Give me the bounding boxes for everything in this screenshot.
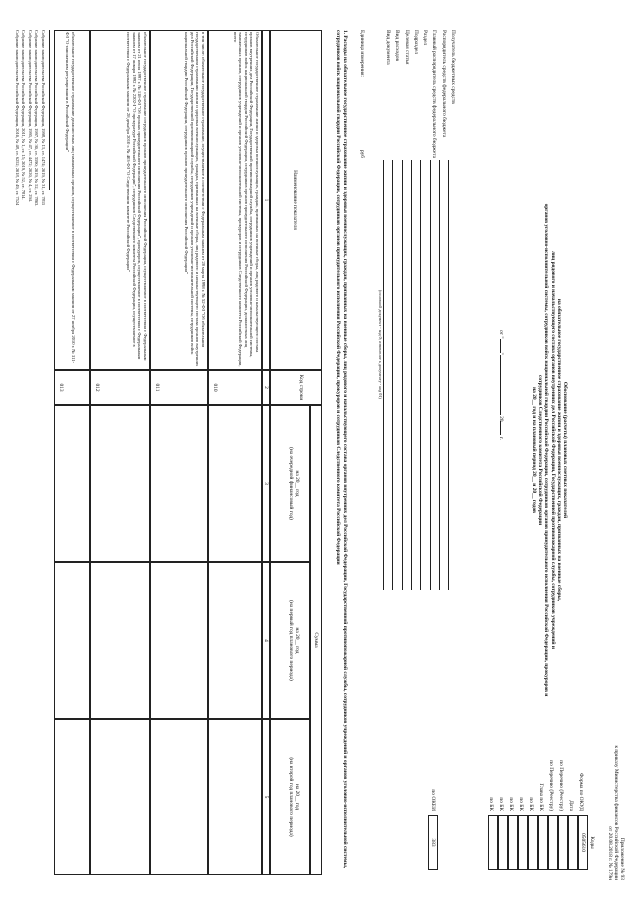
date-quote: " [498,352,504,355]
field-recipient: Получатель бюджетных средств [450,30,456,104]
footnote-5: Собрание законодательства Российской Федерации, 2010, № 48, ст. 6252; 2018, № 49, ст. 7524 [14,30,20,206]
appendix-date: от 20.08.2018 г. № 179н [606,826,613,880]
main-table [54,30,322,875]
codes-block [410,685,595,870]
title-line-5: сотрудников Следственного комитета Российской Федерации [537,374,544,526]
okei-value: 383 [430,838,436,847]
row-012-text: обязательное государственное страхование сотрудников органов принудительного исполнения Российской Федерации, осуществляемое в соответствии с Федеральным законом от 21 июля 1997 г. № 118-ФЗ "Об органах принудительного исполнения Российской Федерации", прокуроров, осуществляемое в соответствии с Федеральным законом от 17 января 1992 г. № 2202-I "О прокуратуре Российской Федерации", сотрудников Следственного комитета Российской Федерации, осуществляемое в соответствии с Федеральным законом от 28 декабря 2010 г. № 403-ФЗ "О Следственном комитете Российской Федерации" [126,32,148,361]
appendix-order: к приказу Министерства финансов Российской Федерации [612,745,619,880]
code-label-okud: Форма по ОКУД [578,773,584,811]
title-line-2: на обязательное государственное страхование жизни и здоровья военнослужащих, граждан, призванных на военные сборы, [555,298,562,602]
footnote-1: Собрание законодательства Российской Федерации, 1998, № 13, ст. 1474; 2019, № 31, ст. 7815 [41,30,46,206]
col-name-header: Наименование показателя [292,170,298,230]
num-col-5: 5 [263,795,269,799]
footnote-4: Собрание законодательства Российской Федерации, 2011, № 1, ст. 15; 2019, № 52, ст. 7814. [21,30,27,200]
code-label-bk-1: по БК [528,797,534,811]
num-col-2: 2 [263,386,269,389]
field-subsection: Подраздел [412,30,419,55]
code-label-date: Дата [568,800,574,811]
year3-header [288,719,300,875]
field-document-type: Вид документа [384,30,391,65]
code-label-registry-2: по Перечню (Реестру) [548,760,554,811]
num-col-4: 4 [263,639,269,642]
codes-header: Коды [589,836,595,849]
num-col-3: 3 [263,482,269,485]
field-expense-type: Вид расходов [394,30,401,61]
appendix-block [606,640,625,880]
year1-sub: (на очередной финансовый год) [287,447,294,520]
row-012-code: 012 [94,383,100,392]
doc-type-hint: (основной документ - код 0; изменение к документу - код 01) [378,290,383,399]
code-label-bk-5: по БК [488,797,494,811]
year1-header [288,405,300,562]
field-main-distributor: Главный распорядитель средств федерального бюджета [431,30,438,159]
okei-label: по ОКЕИ [430,789,436,811]
appendix-number: Приложение № 93 [619,837,625,880]
field-section: Раздел [422,30,429,46]
okud-value: 0505610 [580,833,586,852]
field-target-item: Целевая статья [403,30,410,65]
year2-label: на 20__ год [294,627,300,654]
title-line-6: на 20__ год и на плановый период 20__ и 20__ годов [530,387,537,513]
title-line-1: Обоснование (расчеты) плановых сметных показателей [562,381,568,519]
code-label-chapter: Глава по БК [538,783,544,811]
col-sum-header: Сумма [313,632,319,648]
year3-sub: (на второй год планового периода) [287,757,294,837]
code-label-bk-4: по БК [498,797,504,811]
title-line-4: органов уголовно-исполнительной системы, сотрудников войск национальной гвардии Российской Федерации, сотрудников органов принудительного исполнения Российской Федерации, прокуроров и [543,203,550,697]
year2-sub: (на первый год планового периода) [287,600,294,681]
code-label-bk-2: по БК [518,797,524,811]
footnotes [13,30,46,206]
row-010-text: Обязательное государственное страхование жизни и здоровья военнослужащих, граждан, призванных на военные сборы, лиц рядового и начальствующего состава органов внутренних дел Российской Федерации, Государственной противопожарной службы, сотрудников учреждений и органов уголовно-исполнительной системы, сотрудников войск национальной гвардии Российской Федерации, сотрудников органов принудительного исполнения Российской Федерации, должностных лиц таможенных органов, сотрудников учреждений и органов уголовно-исполнительной системы, прокуроров и сотрудников Следственного комитета Российской Федерации, всего [232,32,260,367]
date-prefix: от " [498,330,504,339]
row-010-code: 010 [212,383,218,392]
row-013-text: обязательное государственное страхование должностных лиц таможенных органов, осуществляемое в соответствии с Федеральным законом от 27 ноября 2010 г. № 311-ФЗ "О таможенном регулировании в Российской Федерации" [65,32,76,364]
unit-value: руб [359,150,365,158]
date-year: 20 [498,416,504,422]
footnote-3: Собрание законодательства Российской Федерации, 1995, № 47, ст. 4472; 2020, № 4, ст. 294. [27,30,33,202]
col-code-header: Код строки [298,374,304,401]
year2-header [288,562,300,719]
unit-label: Единица измерения: [359,30,365,77]
code-label-registry-1: по Перечню (Реестру) [558,760,564,811]
codes-labels [486,685,586,811]
row-011-text: в том числе: обязательное государственное страхование, осуществляемое в соответствии с Федеральным законом от 28 марта 1998 г. № 52-ФЗ "Об обязательном государственном страховании жизни и здоровья военнослужащих, граждан, призванных на военные сборы, лиц рядового и начальствующего состава органов внутренних дел Российской Федерации, Государственной противопожарной службы, сотрудников учреждений и органов уголовно-исполнительной системы, сотрудников войск национальной гвардии Российской Федерации, сотрудников органов принудительного исполнения Российской Федерации" [184,32,206,367]
section1-heading: 1. Расходы на обязательное государственное страхование жизни и здоровья военнослужащих, граждан, призванных на военные сборы, лиц рядового и начальствующего состава органов внутренних дел Российской Федерации, Государственной противопожарной службы, сотрудников учреждений и органов уголовно-исполнительной системы, сотрудников войск национальной гвардии Российской Федерации, сотрудников органов принудительного исполнения Российской Федерации, прокуроров и сотрудников Следственного комитета Российской Федерации [335,30,348,869]
footnote-2: Собрание законодательства Российской Федерации, 1997, № 30, ст. 3590; 2019, № 52, ст. 7803. [34,30,40,207]
row-011-code: 011 [154,383,160,392]
row-013-code: 013 [58,383,64,392]
year3-label: на 20__ год [294,783,300,811]
title-line-3: лиц рядового и начальствующего состава органов внутренних дел Российской Федерации, Государственной противопожарной службы, сотрудников учреждений и [549,250,556,649]
year1-label: на 20__ год [294,470,300,497]
date-suffix: г. [498,436,504,440]
code-label-bk-3: по БК [508,797,514,811]
date-line [498,330,504,530]
num-col-1: 1 [263,198,269,202]
field-distributor: Распорядитель средств федерального бюджета [440,30,447,138]
